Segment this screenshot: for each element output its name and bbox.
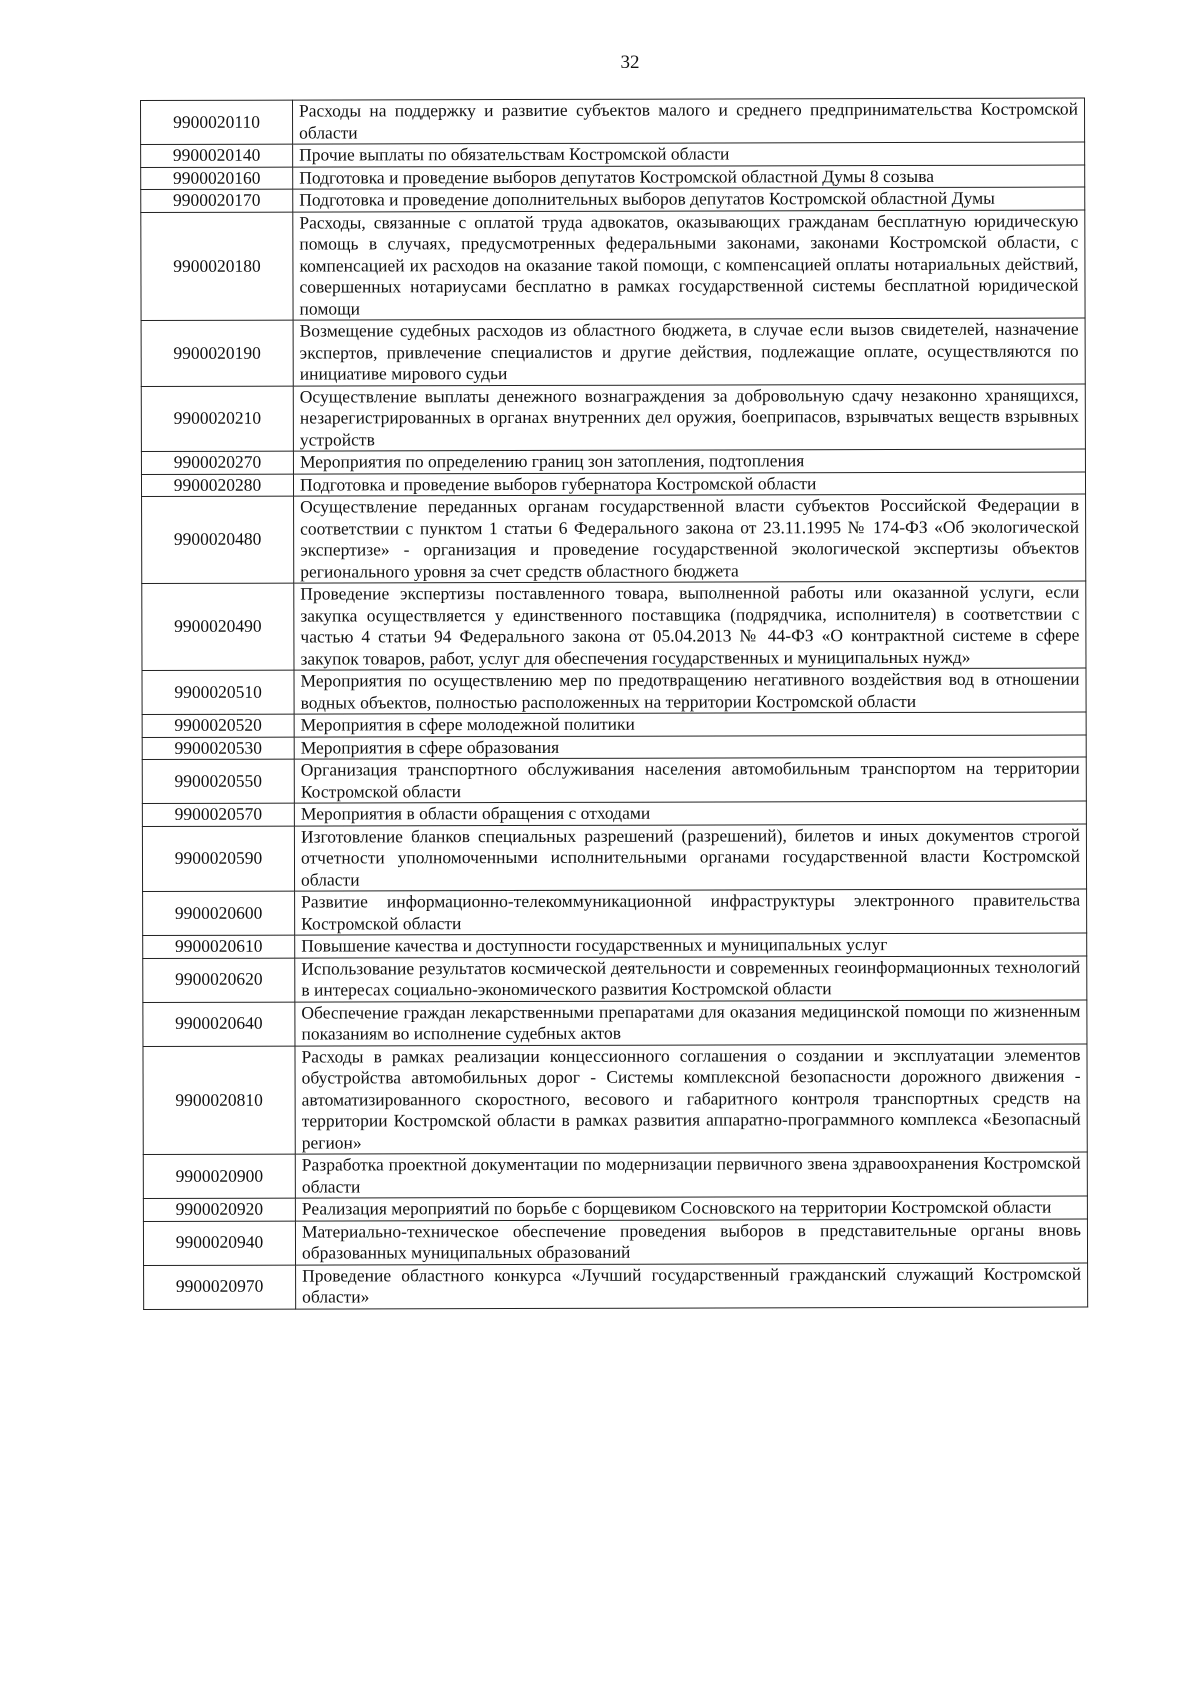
table-row [141, 449, 1085, 474]
row-description-cell: Подготовка и проведение выборов депутатов Костромской областной Думы 8 созыва [293, 165, 1085, 190]
row-description-cell: Подготовка и проведение дополнительных выборов депутатов Костромской областной Думы [293, 187, 1085, 212]
row-description-cell: Возмещение судебных расходов из областного бюджета, в случае если вызов свидетелей, назначение экспертов, привлечение специалистов и другие действия, подлежащие оплате, осуществляются по инициативе мирового судьи [293, 318, 1085, 386]
table-row [143, 933, 1087, 958]
row-description-cell: Подготовка и проведение выборов губернатора Костромской области [293, 472, 1085, 497]
row-description-cell: Разработка проектной документации по модернизации первичного звена здравоохранения Костромской области [295, 1152, 1087, 1198]
table-body [141, 98, 1088, 1309]
row-code-cell: 9900020590 [142, 826, 294, 892]
table-row [142, 801, 1086, 826]
table-row [142, 494, 1086, 583]
row-description-cell: Расходы на поддержку и развитие субъектов малого и среднего предпринимательства Костромской области [293, 98, 1085, 144]
table-row [142, 757, 1086, 803]
table-row [143, 1044, 1087, 1155]
row-description-cell: Реализация мероприятий по борьбе с борщевиком Сосновского на территории Костромской области [295, 1196, 1087, 1221]
row-description-cell: Проведение областного конкурса «Лучший государственный гражданский служащий Костромской области» [296, 1263, 1088, 1309]
row-description-cell: Материально-техническое обеспечение проведения выборов в представительные органы вновь образованных муниципальных образований [295, 1219, 1087, 1265]
row-code-cell: 9900020270 [141, 451, 293, 474]
row-description-cell: Организация транспортного обслуживания населения автомобильным транспортом на территории Костромской области [294, 757, 1086, 803]
table-row [141, 165, 1085, 190]
table-row [141, 384, 1085, 452]
row-code-cell: 9900020170 [141, 189, 293, 212]
row-code-cell: 9900020810 [143, 1046, 295, 1155]
row-code-cell: 9900020940 [143, 1221, 295, 1265]
table-row [143, 889, 1087, 935]
row-code-cell: 9900020620 [143, 958, 295, 1002]
expense-codes-table [140, 98, 1088, 1310]
row-code-cell: 9900020550 [142, 759, 294, 803]
row-description-cell: Повышение качества и доступности государственных и муниципальных услуг [295, 933, 1087, 958]
row-code-cell: 9900020640 [143, 1002, 295, 1046]
row-code-cell: 9900020180 [141, 212, 293, 321]
table-row [143, 956, 1087, 1002]
row-code-cell: 9900020490 [142, 583, 294, 670]
table-row [141, 98, 1085, 144]
row-code-cell: 9900020190 [141, 320, 293, 386]
row-code-cell: 9900020510 [142, 670, 294, 714]
row-code-cell: 9900020920 [143, 1198, 295, 1221]
row-code-cell: 9900020110 [141, 100, 293, 144]
row-description-cell: Обеспечение граждан лекарственными препаратами для оказания медицинской помощи по жизненным показаниям во исполнение судебных актов [295, 1000, 1087, 1046]
table-row [141, 472, 1085, 497]
row-code-cell: 9900020970 [144, 1265, 296, 1309]
row-code-cell: 9900020140 [141, 144, 293, 167]
row-description-cell: Мероприятия в области обращения с отходами [294, 801, 1086, 826]
row-description-cell: Мероприятия в сфере образования [294, 735, 1086, 760]
row-code-cell: 9900020610 [143, 935, 295, 958]
row-code-cell: 9900020900 [143, 1154, 295, 1198]
table-row [144, 1263, 1088, 1309]
row-code-cell: 9900020530 [142, 737, 294, 760]
expense-codes-table-wrapper [140, 98, 1088, 1310]
row-code-cell: 9900020280 [141, 474, 293, 497]
table-row [143, 1219, 1087, 1265]
row-description-cell: Прочие выплаты по обязательствам Костромской области [293, 142, 1085, 167]
row-description-cell: Осуществление переданных органам государственной власти субъектов Российской Федерации в соответствии с пунктом 1 статьи 6 Федерального закона от 23.11.1995 № 174-ФЗ «Об экологической экспертизе» - организация и проведение государственной экологической экспертизы объектов регионального уровня за счет средств областного бюджета [294, 494, 1086, 583]
row-code-cell: 9900020520 [142, 714, 294, 737]
row-description-cell: Мероприятия по определению границ зон затопления, подтопления [293, 449, 1085, 474]
table-row [141, 210, 1085, 321]
table-row [141, 187, 1085, 212]
row-code-cell: 9900020160 [141, 167, 293, 190]
table-row [142, 712, 1086, 737]
table-row [142, 735, 1086, 760]
row-code-cell: 9900020210 [141, 386, 293, 452]
row-code-cell: 9900020600 [143, 891, 295, 935]
table-row [143, 1196, 1087, 1221]
row-description-cell: Использование результатов космической деятельности и современных геоинформационных технологий в интересах социально-экономического развития Костромской области [295, 956, 1087, 1002]
table-row [142, 581, 1086, 670]
table-row [143, 1152, 1087, 1198]
row-description-cell: Мероприятия по осуществлению мер по предотвращению негативного воздействия вод в отношении водных объектов, полностью расположенных на территории Костромской области [294, 668, 1086, 714]
row-description-cell: Осуществление выплаты денежного вознаграждения за добровольную сдачу незаконно хранящихся, незарегистрированных в органах внутренних дел оружия, боеприпасов, взрывчатых веществ взрывных устройств [293, 384, 1085, 452]
table-row [142, 824, 1086, 892]
row-description-cell: Мероприятия в сфере молодежной политики [294, 712, 1086, 737]
page-number: 32 [620, 52, 640, 73]
table-row [141, 318, 1085, 386]
table-row [141, 142, 1085, 167]
table-row [142, 668, 1086, 714]
table-row [143, 1000, 1087, 1046]
row-code-cell: 9900020480 [142, 496, 294, 583]
row-description-cell: Развитие информационно-телекоммуникационной инфраструктуры электронного правительства Костромской области [295, 889, 1087, 935]
row-code-cell: 9900020570 [142, 803, 294, 826]
row-description-cell: Расходы в рамках реализации концессионного соглашения о создании и эксплуатации элементов обустройства автомобильных дорог - Системы комплексной безопасности дорожного движения - автоматизированного скоростного, весового и габаритного контроля транспортных средств на территории Костромской области в рамках развития аппаратно-программного комплекса «Безопасный регион» [295, 1044, 1087, 1155]
row-description-cell: Проведение экспертизы поставленного товара, выполненной работы или оказанной услуги, если закупка осуществляется у единственного поставщика (подрядчика, исполнителя) в соответствии с частью 4 статьи 94 Федерального закона от 05.04.2013 № 44-ФЗ «О контрактной системе в сфере закупок товаров, работ, услуг для обеспечения государственных и муниципальных нужд» [294, 581, 1086, 670]
row-description-cell: Расходы, связанные с оплатой труда адвокатов, оказывающих гражданам бесплатную юридическую помощь в случаях, предусмотренных федеральными законами, законами Костромской области, с компенсацией их расходов на оказание такой помощи, с компенсацией оплаты нотариальных действий, совершенных нотариусами бесплатно в рамках государственной системы бесплатной юридической помощи [293, 210, 1085, 321]
row-description-cell: Изготовление бланков специальных разрешений (разрешений), билетов и иных документов строгой отчетности уполномоченными исполнительными органами государственной власти Костромской области [294, 824, 1086, 892]
